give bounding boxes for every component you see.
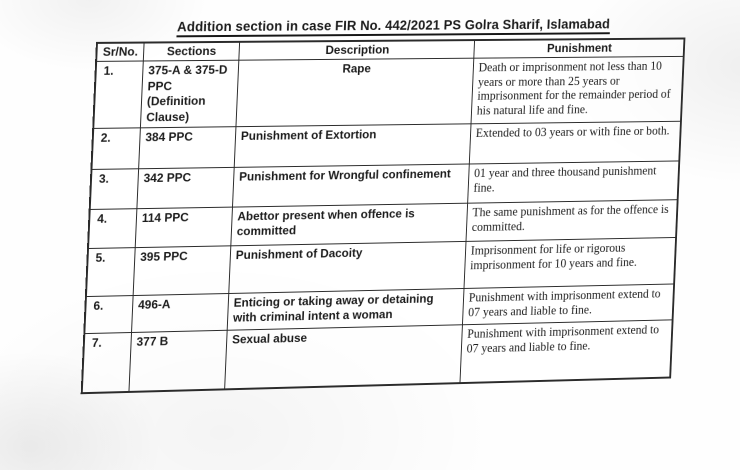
- cell-punishment: 01 year and three thousand punishment fine.: [467, 162, 678, 203]
- scanned-document-sheet: [81, 16, 689, 394]
- cell-sections: 342 PPC: [136, 168, 233, 208]
- cell-punishment: Death or imprisonment not less than 10 years or more than 25 years or imprisonment for the remainder period of his natural life and fine.: [471, 57, 683, 124]
- header-punishment: Punishment: [473, 39, 683, 57]
- cell-description: Punishment for Wrongful confinement: [232, 165, 469, 207]
- cell-punishment: Imprisonment for life or rigorous imprisonment for 10 years and fine.: [464, 238, 676, 288]
- cell-sr: 1.: [103, 63, 114, 78]
- cell-description: Rape: [235, 59, 473, 127]
- cell-sr: 4.: [96, 212, 108, 227]
- cell-sections: 496-A: [131, 294, 228, 332]
- header-description: Description: [238, 41, 474, 60]
- cell-description: Sexual abuse: [224, 326, 462, 389]
- cell-punishment: Punishment with imprisonment extend to 07 years and liable to fine.: [462, 285, 673, 325]
- cell-description: Punishment of Extortion: [234, 125, 471, 168]
- cell-sections: 395 PPC: [133, 247, 231, 296]
- document-title-text: Addition section in case FIR No. 442/2021 PS Golra Sharif, Islamabad: [177, 17, 611, 38]
- document-title: [96, 16, 686, 38]
- cell-sections: 384 PPC: [138, 128, 235, 169]
- header-sr-no: Sr/No.: [102, 44, 139, 59]
- cell-sections: 377 B: [128, 331, 226, 391]
- cell-sections: 114 PPC: [135, 208, 232, 248]
- cell-punishment: The same punishment as for the offence is committed.: [466, 201, 677, 242]
- header-sections: Sections: [143, 43, 239, 61]
- cell-description: Enticing or taking away or detaining with criminal intent a woman: [227, 289, 464, 330]
- cell-sr: 7.: [91, 336, 103, 351]
- cell-sections: 375-A & 375-D PPC (Definition Clause): [140, 61, 238, 128]
- sections-table: [81, 38, 686, 395]
- cell-description: Abettor present when offence is committed: [230, 204, 467, 246]
- table-row: [94, 56, 683, 128]
- cell-punishment: Punishment with imprisonment extend to 07 years and liable to fine.: [460, 321, 672, 383]
- cell-sr: 3.: [98, 172, 110, 187]
- cell-sr: 5.: [95, 251, 106, 266]
- cell-punishment: Extended to 03 years or with fine or both.: [469, 122, 680, 164]
- cell-description: Punishment of Dacoity: [228, 242, 465, 293]
- cell-sr: 6.: [93, 299, 104, 314]
- cell-sr: 2.: [100, 131, 112, 146]
